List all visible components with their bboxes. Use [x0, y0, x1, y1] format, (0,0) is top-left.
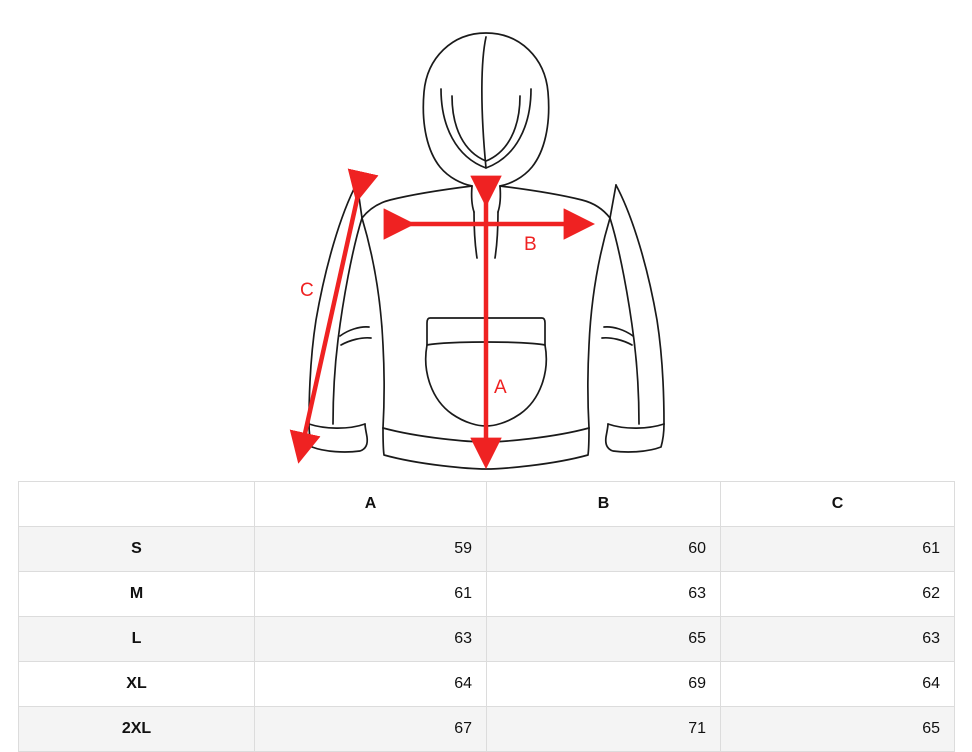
row-value-a: 59: [255, 527, 487, 572]
measurement-arrows: [302, 186, 578, 452]
size-table: [18, 481, 955, 752]
row-value-a: 67: [255, 707, 487, 752]
size-table-body: [19, 527, 955, 752]
row-value-c: 63: [721, 617, 955, 662]
row-value-b: 63: [487, 572, 721, 617]
row-value-c: 64: [721, 662, 955, 707]
row-value-b: 71: [487, 707, 721, 752]
table-row: [19, 662, 955, 707]
row-value-c: 62: [721, 572, 955, 617]
arrow-c: [302, 186, 360, 447]
dimension-label-b: B: [524, 234, 537, 255]
row-value-a: 64: [255, 662, 487, 707]
row-value-a: 61: [255, 572, 487, 617]
row-value-c: 61: [721, 527, 955, 572]
dimension-label-a: A: [494, 377, 507, 398]
header-c: C: [721, 482, 955, 527]
row-size-label: M: [19, 572, 255, 617]
header-b: B: [487, 482, 721, 527]
row-value-c: 65: [721, 707, 955, 752]
table-row: [19, 572, 955, 617]
row-value-b: 60: [487, 527, 721, 572]
header-size: [19, 482, 255, 527]
row-value-b: 69: [487, 662, 721, 707]
row-size-label: L: [19, 617, 255, 662]
row-size-label: S: [19, 527, 255, 572]
dimension-label-c: C: [300, 280, 314, 301]
table-row: [19, 707, 955, 752]
size-table-head: [19, 482, 955, 527]
table-row: [19, 617, 955, 662]
header-a: A: [255, 482, 487, 527]
row-size-label: XL: [19, 662, 255, 707]
table-row: [19, 527, 955, 572]
row-value-a: 63: [255, 617, 487, 662]
table-header-row: [19, 482, 955, 527]
row-value-b: 65: [487, 617, 721, 662]
row-size-label: 2XL: [19, 707, 255, 752]
